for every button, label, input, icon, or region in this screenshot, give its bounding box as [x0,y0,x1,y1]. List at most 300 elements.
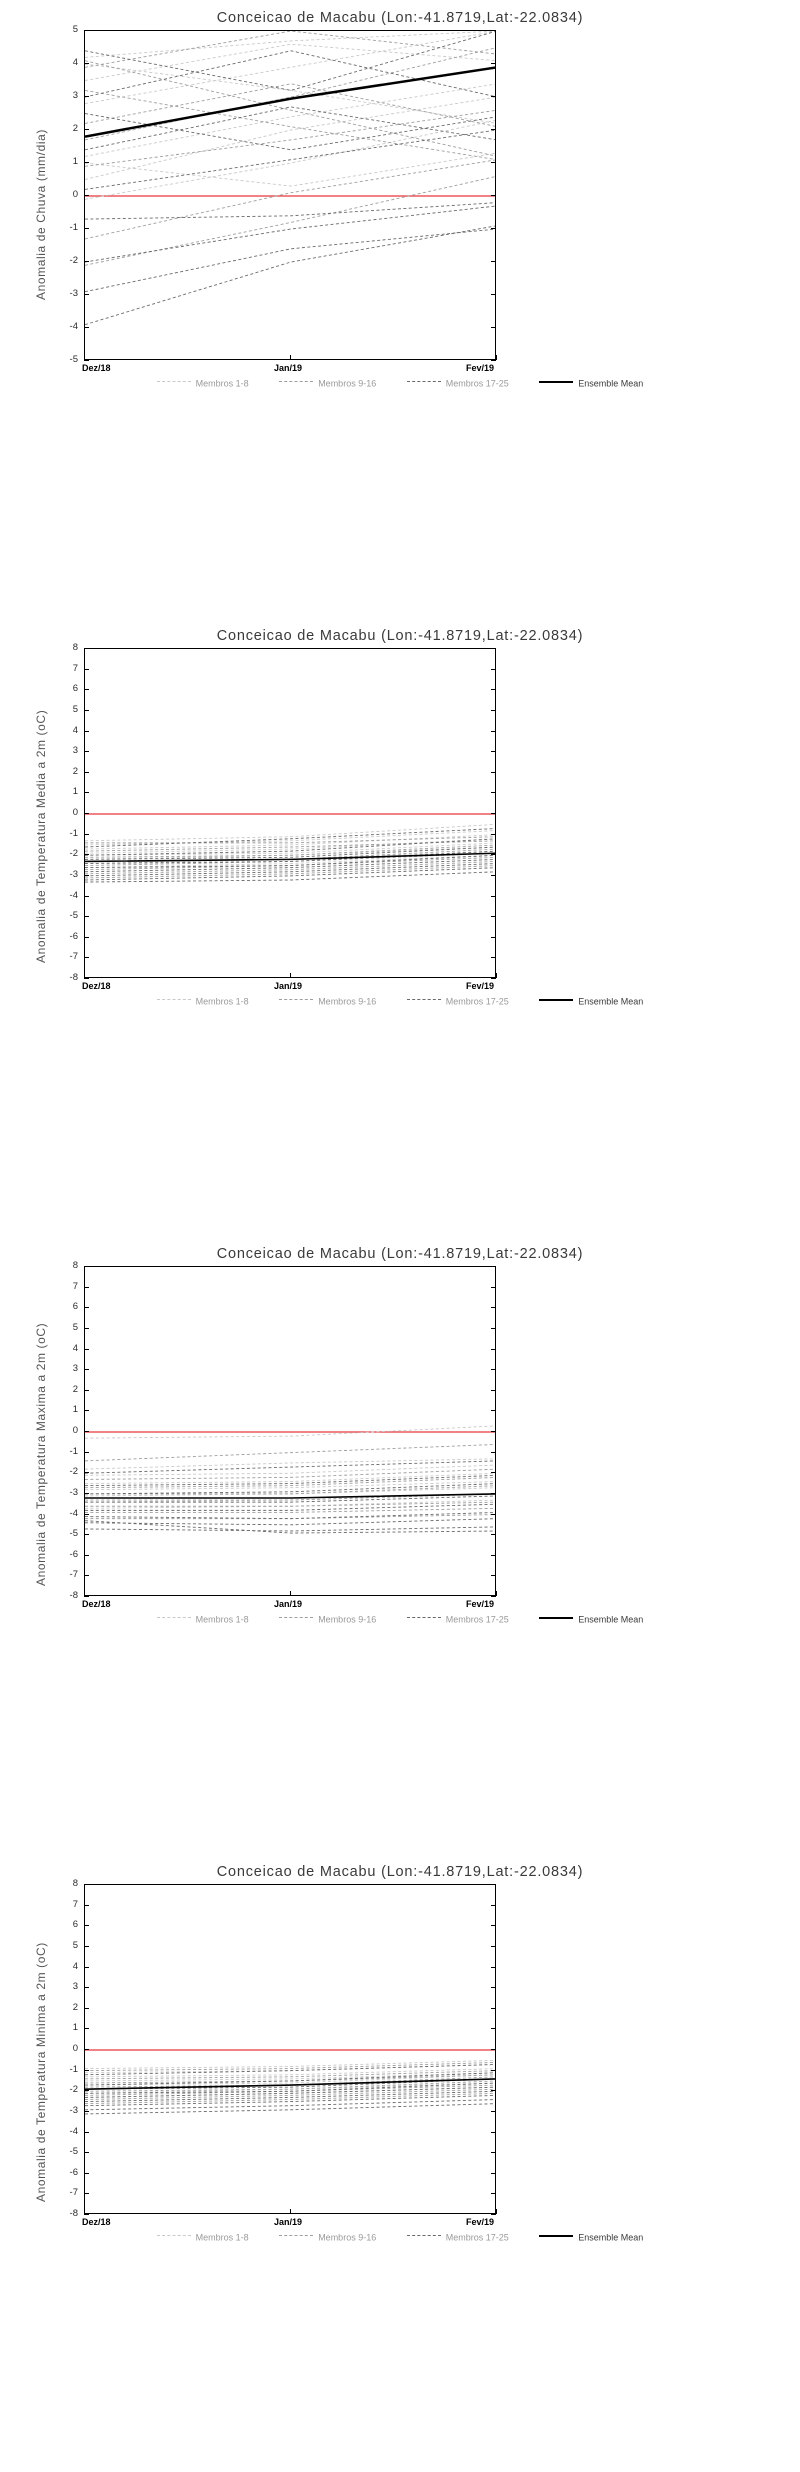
legend-item-membros-1-8 [157,2232,249,2243]
legend-swatch-ensemble-mean-icon [539,1617,573,1619]
y-tick-label: -1 [69,1445,78,1457]
y-tick-mark [84,2070,89,2071]
y-tick-mark-right [491,731,496,732]
legend-swatch-membros-9-16-icon [279,999,313,1000]
y-tick-mark [84,1534,89,1535]
y-tick-mark-right [491,30,496,31]
legend-item-membros-17-25 [407,996,509,1007]
y-tick-mark-right [491,978,496,979]
legend-label-membros-17-25: Membros 17-25 [445,378,509,389]
series-line-member [85,31,496,57]
legend-item-ensemble-mean [539,378,643,389]
y-tick-mark-right [491,772,496,773]
legend-label-membros-1-8: Membros 1-8 [195,378,249,389]
x-tick-mark [84,1591,85,1596]
y-tick-mark-right [491,2111,496,2112]
y-tick-mark-right [491,96,496,97]
x-tick-label: Dez/18 [82,981,111,991]
y-tick-mark-right [491,2028,496,2029]
plot-area-tmaxima [84,1266,496,1596]
y-tick-label: -1 [69,2063,78,2075]
y-tick-label: 6 [72,1301,78,1313]
y-tick-label: 2 [72,1383,78,1395]
y-tick-mark [84,916,89,917]
y-tick-mark [84,854,89,855]
y-tick-mark-right [491,1987,496,1988]
y-tick-label: 2 [72,2001,78,2013]
y-tick-label: -1 [69,827,78,839]
legend-item-membros-17-25 [407,2232,509,2243]
y-tick-label: -3 [69,1486,78,1498]
y-tick-mark-right [491,1946,496,1947]
y-tick-mark-right [491,1967,496,1968]
y-tick-mark [84,669,89,670]
y-tick-label: 3 [72,90,78,101]
y-tick-label: -2 [69,255,78,266]
y-tick-mark-right [491,1410,496,1411]
series-line-member [85,97,496,180]
y-tick-mark [84,63,89,64]
legend-label-membros-1-8: Membros 1-8 [195,996,249,1007]
legend-swatch-membros-17-25-icon [407,2235,441,2236]
y-tick-label: 1 [72,786,78,798]
x-tick-mark [496,973,497,978]
y-tick-label: -5 [69,354,78,365]
series-line-member [85,229,496,292]
y-tick-label: -4 [69,1507,78,1519]
y-tick-mark [84,1514,89,1515]
series-line-member [85,1502,496,1506]
legend-rain [0,378,800,389]
y-tick-mark [84,792,89,793]
y-tick-label: 4 [72,57,78,68]
y-tick-mark [84,1884,89,1885]
y-tick-label: 3 [72,1981,78,1993]
chart-title-tmaxima: Conceicao de Macabu (Lon:-41.8719,Lat:-22.0834) [216,1246,584,1262]
y-tick-mark [84,30,89,31]
y-tick-mark [84,731,89,732]
legend-swatch-membros-17-25-icon [407,999,441,1000]
legend-label-membros-1-8: Membros 1-8 [195,2232,249,2243]
y-tick-label: -5 [69,910,78,922]
y-tick-mark [84,772,89,773]
y-tick-mark-right [491,875,496,876]
legend-item-membros-9-16 [279,996,376,1007]
y-tick-label: 3 [72,745,78,757]
series-line-member [85,203,496,220]
y-tick-mark-right [491,1925,496,1926]
y-tick-label: 5 [72,1321,78,1333]
y-tick-label: -4 [69,889,78,901]
legend-swatch-membros-1-8-icon [157,2235,191,2236]
y-tick-mark-right [491,2173,496,2174]
x-tick-mark [290,973,291,978]
y-tick-label: 1 [72,1404,78,1416]
y-tick-mark [84,1410,89,1411]
y-tick-mark-right [491,896,496,897]
y-tick-label: -4 [69,2125,78,2137]
y-tick-mark [84,1349,89,1350]
y-tick-mark [84,96,89,97]
legend-swatch-membros-1-8-icon [157,381,191,382]
y-tick-mark-right [491,2214,496,2215]
legend-label-membros-17-25: Membros 17-25 [445,996,509,1007]
y-tick-mark [84,1452,89,1453]
y-tick-label: -3 [69,2104,78,2116]
series-line-member [85,64,496,123]
y-tick-mark [84,1390,89,1391]
legend-label-membros-1-8: Membros 1-8 [195,1614,249,1625]
series-lines-tmaxima [85,1267,496,1596]
legend-label-membros-9-16: Membros 9-16 [318,378,377,389]
y-tick-mark [84,195,89,196]
y-tick-label: 7 [72,1280,78,1292]
y-tick-mark-right [491,937,496,938]
legend-item-membros-9-16 [279,378,376,389]
series-line-member [85,841,496,851]
y-tick-mark-right [491,1884,496,1885]
y-tick-mark [84,978,89,979]
x-tick-label: Dez/18 [82,1599,111,1609]
y-tick-mark-right [491,2049,496,2050]
x-tick-mark [496,2209,497,2214]
y-tick-mark [84,228,89,229]
series-line-member [85,1527,496,1531]
y-tick-mark-right [491,228,496,229]
x-tick-mark [290,1591,291,1596]
legend-item-membros-9-16 [279,1614,376,1625]
y-tick-mark-right [491,1390,496,1391]
y-tick-mark-right [491,710,496,711]
y-tick-mark [84,1946,89,1947]
y-tick-mark-right [491,1369,496,1370]
legend-label-ensemble-mean: Ensemble Mean [578,2232,644,2243]
y-tick-mark [84,1967,89,1968]
y-tick-mark [84,2090,89,2091]
y-tick-mark [84,957,89,958]
chart-panel-tminima [0,1854,800,2472]
series-line-member [85,1444,496,1461]
y-axis-label-tmedia: Anomalia de Temperatura Media a 2m (oC) [34,709,48,963]
legend-swatch-membros-9-16-icon [279,1617,313,1618]
legend-swatch-membros-17-25-icon [407,381,441,382]
y-tick-mark-right [491,751,496,752]
y-tick-label: 2 [72,123,78,134]
y-tick-label: -8 [69,1590,78,1601]
x-tick-mark [290,2209,291,2214]
legend-label-membros-9-16: Membros 9-16 [318,996,377,1007]
legend-item-membros-17-25 [407,378,509,389]
series-line-member [85,31,496,104]
y-tick-mark-right [491,792,496,793]
y-tick-label: 8 [72,1260,78,1271]
y-tick-label: 1 [72,2022,78,2034]
y-tick-label: 6 [72,683,78,695]
y-tick-label: 7 [72,662,78,674]
y-tick-label: 0 [72,807,78,818]
legend-swatch-membros-1-8-icon [157,1617,191,1618]
legend-tmaxima [0,1614,800,1625]
y-tick-label: 5 [72,703,78,715]
x-tick-mark [84,355,85,360]
chart-title-tminima: Conceicao de Macabu (Lon:-41.8719,Lat:-22.0834) [216,1864,584,1880]
legend-item-membros-9-16 [279,2232,376,2243]
legend-swatch-ensemble-mean-icon [539,381,573,383]
x-tick-label: Dez/18 [82,2217,111,2227]
y-tick-label: -6 [69,930,78,942]
legend-swatch-ensemble-mean-icon [539,999,573,1001]
y-tick-mark-right [491,1534,496,1535]
y-tick-mark [84,1493,89,1494]
y-tick-mark [84,689,89,690]
x-tick-mark [84,2209,85,2214]
chart-title-tmedia: Conceicao de Macabu (Lon:-41.8719,Lat:-22.0834) [216,628,584,644]
y-tick-mark [84,710,89,711]
y-tick-mark [84,875,89,876]
y-tick-mark [84,1472,89,1473]
y-tick-label: 4 [72,1960,78,1972]
y-tick-label: -7 [69,951,78,963]
y-tick-label: 4 [72,724,78,736]
y-tick-mark-right [491,1514,496,1515]
y-tick-label: -2 [69,848,78,860]
y-tick-mark [84,162,89,163]
y-tick-mark-right [491,261,496,262]
y-tick-mark-right [491,360,496,361]
y-tick-label: 8 [72,642,78,653]
legend-swatch-membros-1-8-icon [157,999,191,1000]
y-tick-mark-right [491,813,496,814]
series-line-member [85,1465,496,1475]
y-tick-label: 4 [72,1342,78,1354]
series-line-member [85,176,496,265]
y-tick-mark [84,2111,89,2112]
y-tick-mark-right [491,1431,496,1432]
y-tick-label: -8 [69,972,78,983]
y-tick-mark-right [491,1328,496,1329]
series-lines-tmedia [85,649,496,978]
y-tick-mark [84,1596,89,1597]
y-tick-mark-right [491,1307,496,1308]
series-line-member [85,1515,496,1519]
x-tick-mark [496,1591,497,1596]
y-tick-mark-right [491,669,496,670]
y-tick-mark-right [491,957,496,958]
y-tick-mark [84,1925,89,1926]
y-tick-mark-right [491,689,496,690]
plot-area-rain [84,30,496,360]
x-tick-label: Fev/19 [466,363,495,373]
y-tick-label: -3 [69,288,78,299]
y-tick-mark [84,2214,89,2215]
x-tick-label: Jan/19 [274,981,303,991]
legend-swatch-membros-9-16-icon [279,381,313,382]
y-tick-mark-right [491,1472,496,1473]
y-axis-label-rain: Anomalia de Chuva (mm/dia) [34,129,48,300]
y-tick-mark-right [491,2132,496,2133]
plot-area-tminima [84,1884,496,2214]
series-lines-tminima [85,1885,496,2214]
y-tick-label: 0 [72,1425,78,1436]
y-tick-mark-right [491,162,496,163]
y-tick-mark [84,896,89,897]
y-tick-mark [84,360,89,361]
series-line-member [85,1475,496,1485]
x-tick-label: Fev/19 [466,1599,495,1609]
legend-swatch-membros-9-16-icon [279,2235,313,2236]
legend-item-membros-1-8 [157,1614,249,1625]
series-line-member [85,1512,496,1518]
y-tick-mark [84,1905,89,1906]
series-line-member [85,61,496,157]
y-tick-mark-right [491,1287,496,1288]
y-tick-mark [84,648,89,649]
y-tick-mark-right [491,63,496,64]
chart-panel-tmaxima [0,1236,800,1854]
x-tick-mark [496,355,497,360]
series-line-member [85,31,496,90]
y-tick-label: -4 [69,321,78,332]
y-tick-mark-right [491,129,496,130]
y-tick-label: -3 [69,868,78,880]
y-tick-label: -5 [69,2146,78,2158]
y-tick-mark [84,834,89,835]
y-tick-mark [84,1431,89,1432]
y-tick-mark [84,1575,89,1576]
series-line-ensemble-mean [85,1494,496,1498]
y-tick-mark-right [491,294,496,295]
y-tick-mark [84,2008,89,2009]
legend-label-membros-17-25: Membros 17-25 [445,2232,509,2243]
legend-tminima [0,2232,800,2243]
legend-item-ensemble-mean [539,1614,643,1625]
series-line-member [85,2060,496,2068]
legend-item-membros-1-8 [157,378,249,389]
y-tick-mark-right [491,1596,496,1597]
y-tick-mark-right [491,1493,496,1494]
y-tick-label: 6 [72,1919,78,1931]
plot-area-tmedia [84,648,496,978]
y-tick-mark [84,1369,89,1370]
series-line-ensemble-mean [85,67,496,136]
y-tick-mark-right [491,1349,496,1350]
legend-item-membros-1-8 [157,996,249,1007]
y-tick-label: 2 [72,765,78,777]
y-tick-mark-right [491,834,496,835]
y-tick-mark [84,261,89,262]
y-tick-mark-right [491,854,496,855]
x-tick-label: Dez/18 [82,363,111,373]
y-tick-label: -7 [69,2187,78,2199]
y-axis-label-tmaxima: Anomalia de Temperatura Maxima a 2m (oC) [34,1322,48,1586]
y-tick-mark [84,1987,89,1988]
y-tick-mark [84,937,89,938]
y-tick-mark-right [491,1452,496,1453]
legend-swatch-membros-17-25-icon [407,1617,441,1618]
y-tick-label: 1 [72,156,78,167]
legend-tmedia [0,996,800,1007]
series-line-member [85,828,496,847]
x-tick-label: Jan/19 [274,1599,303,1609]
legend-label-membros-17-25: Membros 17-25 [445,1614,509,1625]
y-tick-mark-right [491,2193,496,2194]
y-tick-mark-right [491,327,496,328]
legend-label-ensemble-mean: Ensemble Mean [578,378,644,389]
y-tick-mark [84,2193,89,2194]
y-tick-mark-right [491,1555,496,1556]
y-tick-label: -7 [69,1569,78,1581]
y-tick-mark [84,1328,89,1329]
y-tick-mark [84,327,89,328]
series-line-member [85,226,496,325]
y-tick-label: 5 [72,1939,78,1951]
y-tick-mark [84,129,89,130]
x-tick-label: Jan/19 [274,2217,303,2227]
series-line-member [85,160,496,239]
series-line-member [85,130,496,189]
y-tick-label: 5 [72,24,78,35]
x-tick-mark [84,973,85,978]
y-tick-mark-right [491,195,496,196]
y-tick-mark [84,2028,89,2029]
y-tick-mark [84,294,89,295]
y-tick-mark [84,1287,89,1288]
y-tick-label: 0 [72,2043,78,2054]
y-tick-mark [84,1555,89,1556]
y-tick-mark-right [491,2070,496,2071]
y-tick-label: -6 [69,1548,78,1560]
legend-item-membros-17-25 [407,1614,509,1625]
series-lines-rain [85,31,496,360]
y-tick-label: -1 [69,222,78,233]
chart-panel-tmedia [0,618,800,1236]
y-axis-label-tminima: Anomalia de Temperatura Minima a 2m (oC) [34,1942,48,2202]
y-tick-label: -8 [69,2208,78,2219]
y-tick-mark-right [491,2008,496,2009]
series-line-member [85,206,496,262]
y-tick-mark [84,2049,89,2050]
x-tick-mark [290,355,291,360]
y-tick-mark-right [491,648,496,649]
y-tick-label: 8 [72,1878,78,1889]
series-line-member [85,84,496,157]
y-tick-label: 7 [72,1898,78,1910]
legend-label-membros-9-16: Membros 9-16 [318,2232,377,2243]
y-tick-mark-right [491,1575,496,1576]
x-tick-label: Fev/19 [466,2217,495,2227]
y-tick-mark [84,2173,89,2174]
series-line-member [85,1519,496,1525]
y-tick-label: -6 [69,2166,78,2178]
legend-label-ensemble-mean: Ensemble Mean [578,1614,644,1625]
y-tick-mark-right [491,2090,496,2091]
y-tick-mark [84,813,89,814]
y-tick-mark [84,2132,89,2133]
legend-label-ensemble-mean: Ensemble Mean [578,996,644,1007]
y-tick-label: -2 [69,2084,78,2096]
x-tick-label: Fev/19 [466,981,495,991]
series-line-member [85,110,496,166]
legend-swatch-ensemble-mean-icon [539,2235,573,2237]
y-tick-mark-right [491,1905,496,1906]
chart-title-rain: Conceicao de Macabu (Lon:-41.8719,Lat:-22.0834) [216,10,584,26]
y-tick-label: -5 [69,1528,78,1540]
y-tick-mark-right [491,916,496,917]
y-tick-mark [84,2152,89,2153]
y-tick-mark-right [491,2152,496,2153]
y-tick-mark [84,1266,89,1267]
x-tick-label: Jan/19 [274,363,303,373]
